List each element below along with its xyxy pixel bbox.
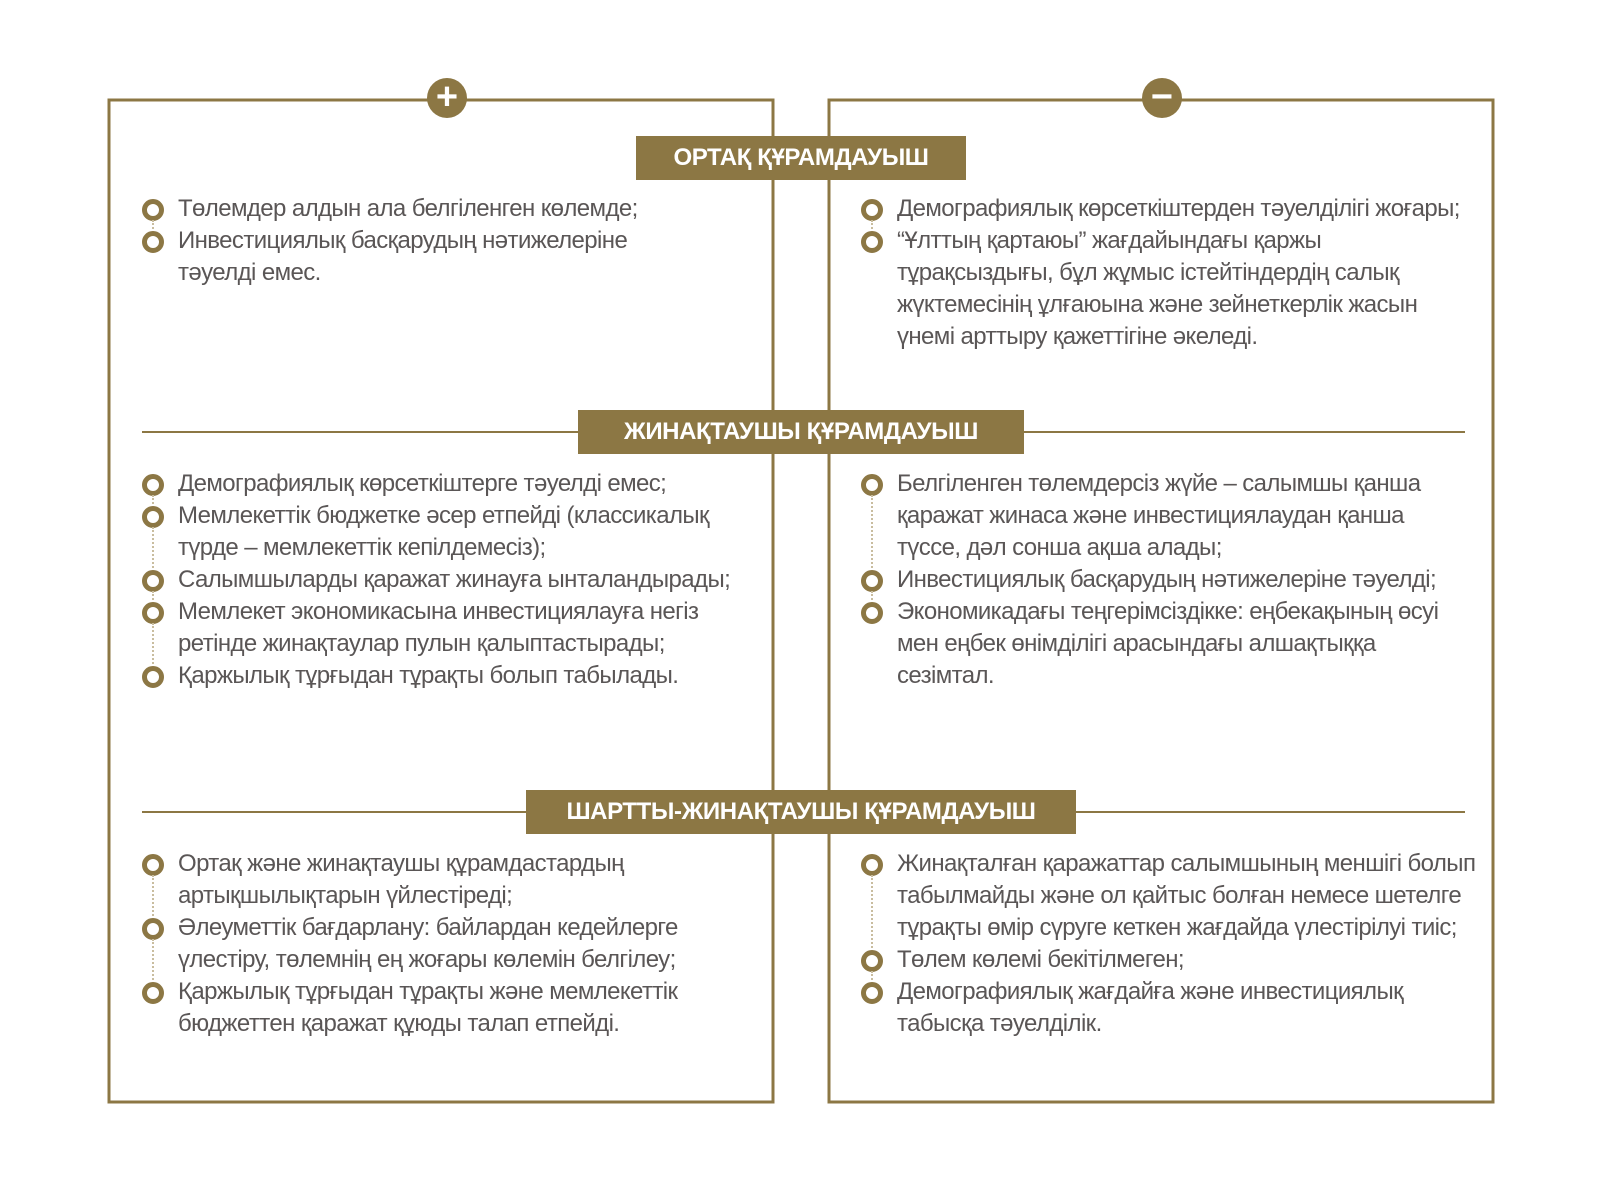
pros-list-accumulative bbox=[142, 468, 752, 692]
section-title-common: ОРТАҚ ҚҰРАМДАУЫШ bbox=[636, 136, 966, 180]
list-item: Инвестициялық басқарудың нәтижелеріне тәуелді емес. bbox=[142, 225, 702, 289]
list-item: Демографиялық жағдайға және инвестициялық табысқа тәуелділік. bbox=[861, 976, 1476, 1040]
list-item: Мемлекет экономикасына инвестициялауға негіз ретінде жинақтаулар пулын қалыптастырады; bbox=[142, 596, 752, 660]
list-item: Ортақ және жинақтаушы құрамдастардың артықшылықтарын үйлестіреді; bbox=[142, 848, 752, 912]
list-item: Экономикадағы теңгерімсіздікке: еңбекақының өсуі мен еңбек өнімділігі арасындағы алшақтыққа сезімтал. bbox=[861, 596, 1441, 692]
minus-icon: − bbox=[1142, 78, 1182, 118]
list-item: Мемлекеттік бюджетке әсер етпейді (классикалық түрде – мемлекеттік кепілдемесіз); bbox=[142, 500, 752, 564]
cons-list-common bbox=[861, 193, 1471, 353]
list-item: “Ұлттың қартаюы” жағдайындағы қаржы тұрақсыздығы, бұл жұмыс істейтіндердің салық жүктемесінің ұлғаюына және зейнеткерлік жасын үнемі арттыру қажеттігіне әкеледі. bbox=[861, 225, 1471, 353]
pros-list-conditional bbox=[142, 848, 752, 1040]
plus-icon: + bbox=[427, 78, 467, 118]
list-item: Демографиялық көрсеткіштерден тәуелділігі жоғары; bbox=[861, 193, 1471, 225]
list-item: Төлемдер алдын ала белгіленген көлемде; bbox=[142, 193, 702, 225]
list-item: Жинақталған қаражаттар салымшының меншігі болып табылмайды және ол қайтыс болған немесе шетелге тұрақты өмір сүруге кеткен жағдайда үлестірілуі тиіс; bbox=[861, 848, 1476, 944]
list-item: Инвестициялық басқарудың нәтижелеріне тәуелді; bbox=[861, 564, 1441, 596]
section-title-accumulative: ЖИНАҚТАУШЫ ҚҰРАМДАУЫШ bbox=[578, 410, 1024, 454]
list-item: Салымшыларды қаражат жинауға ынталандырады; bbox=[142, 564, 752, 596]
section-title-conditional: ШАРТТЫ-ЖИНАҚТАУШЫ ҚҰРАМДАУЫШ bbox=[526, 790, 1076, 834]
list-item: Қаржылық тұрғыдан тұрақты және мемлекеттік бюджеттен қаражат құюды талап етпейді. bbox=[142, 976, 752, 1040]
list-item: Белгіленген төлемдерсіз жүйе – салымшы қанша қаражат жинаса және инвестициялаудан қанша түссе, дәл сонша ақша алады; bbox=[861, 468, 1441, 564]
cons-list-conditional bbox=[861, 848, 1476, 1040]
list-item: Әлеуметтік бағдарлану: байлардан кедейлерге үлестіру, төлемнің ең жоғары көлемін белгілеу; bbox=[142, 912, 752, 976]
pros-list-common bbox=[142, 193, 702, 289]
list-item: Төлем көлемі бекітілмеген; bbox=[861, 944, 1476, 976]
cons-list-accumulative bbox=[861, 468, 1441, 692]
list-item: Демографиялық көрсеткіштерге тәуелді емес; bbox=[142, 468, 752, 500]
list-item: Қаржылық тұрғыдан тұрақты болып табылады. bbox=[142, 660, 752, 692]
